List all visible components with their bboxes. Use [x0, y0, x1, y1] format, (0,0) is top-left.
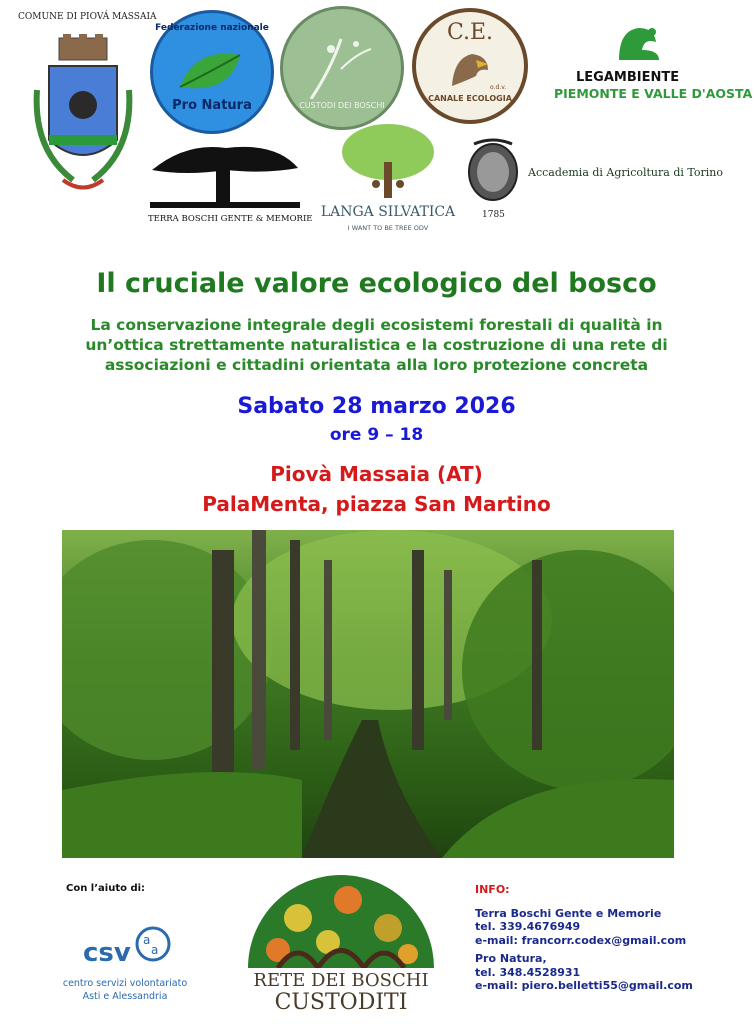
legambiente-region: PIEMONTE E VALLE D'AOSTA [554, 86, 753, 101]
langa-logo [318, 122, 458, 238]
info-email-link[interactable]: e-mail: francorr.codex@gmail.com [475, 933, 687, 947]
langa-text: LANGA SILVATICA [320, 204, 456, 220]
tree-branch-icon [301, 29, 381, 99]
ce-logo [412, 8, 528, 124]
ce-abbr-text: C.E. [446, 20, 494, 45]
csv-text: csv [83, 938, 131, 968]
pronatura-top-text: Federazione nazionale [155, 23, 269, 33]
custodi-logo [280, 6, 404, 130]
comune-crest-icon [23, 30, 143, 205]
info-line: Pro Natura, [475, 952, 547, 965]
csv-logo [55, 922, 195, 1012]
info-line: Terra Boschi Gente e Memorie [475, 906, 662, 920]
custodi-text: CUSTODI DEI BOSCHI [299, 101, 385, 110]
langa-tagline: I WANT TO BE TREE ODV [347, 224, 429, 232]
rete-line-1: RETE DEI BOSCHI [253, 970, 429, 991]
event-time: ore 9 – 18 [329, 425, 424, 445]
rete-logo [238, 868, 444, 1018]
rete-line-2: CUSTODITI [274, 990, 408, 1015]
legambiente-logo [554, 20, 753, 110]
accademia-logo [464, 136, 749, 226]
ce-name-text: CANALE ECOLOGIA [428, 94, 512, 103]
accademia-year: 1785 [482, 210, 505, 220]
canopy-arch-icon [238, 868, 444, 968]
info-line: tel. 348.4528931 [475, 965, 581, 979]
forest-scene [62, 530, 674, 858]
comune-logo [18, 12, 157, 207]
legambiente-name: LEGAMBIENTE [576, 70, 680, 85]
event-place: Piovà Massaia (AT) [270, 462, 483, 486]
info-email-link[interactable]: e-mail: piero.belletti55@gmail.com [475, 979, 693, 992]
tree-icon [338, 122, 438, 200]
info-line: tel. 339.4676949 [475, 920, 581, 933]
svg-text:a: a [143, 933, 151, 947]
pronatura-logo [150, 10, 274, 134]
tree-silhouette-icon [146, 140, 304, 212]
event-date: Sabato 28 marzo 2026 [237, 394, 516, 419]
info-box [475, 883, 693, 993]
accademia-name: Accademia di Agricoltura di Torino [528, 166, 723, 179]
event-venue: PalaMenta, piazza San Martino [202, 492, 551, 516]
eagle-icon [448, 50, 492, 90]
subtitle-line-2: un’ottica strettamente naturalistica e la costruzione di una rete di [85, 336, 668, 354]
csv-sub2: Asti e Alessandria [82, 991, 168, 1002]
terra-boschi-logo [146, 140, 313, 230]
comune-label: COMUNE DI PIOVÁ MASSAIA [18, 12, 157, 22]
medallion-icon [464, 136, 522, 206]
subtitle-line-3: associazioni e cittadini orientata alla loro protezione concreta [104, 356, 649, 374]
csv-aa-icon [131, 924, 171, 964]
aiuto-label: Con l’aiuto di: [66, 883, 146, 894]
subtitle-line-1: La conservazione integrale degli ecosistemi forestali di qualità in [90, 316, 663, 334]
event-title: Il cruciale valore ecologico del bosco [96, 268, 657, 299]
svg-text:a: a [151, 943, 159, 957]
ce-suffix-text: o.d.v. [490, 84, 507, 91]
swan-icon [614, 20, 664, 66]
csv-sub1: centro servizi volontariato [62, 978, 188, 989]
forest-photo [62, 530, 674, 858]
leaf-icon [175, 47, 245, 97]
terra-boschi-text: TERRA BOSCHI GENTE & MEMORIE [148, 214, 313, 224]
pronatura-bottom-text: Pro Natura [172, 98, 252, 113]
event-subtitle [40, 315, 713, 375]
info-title: INFO: [475, 883, 510, 896]
